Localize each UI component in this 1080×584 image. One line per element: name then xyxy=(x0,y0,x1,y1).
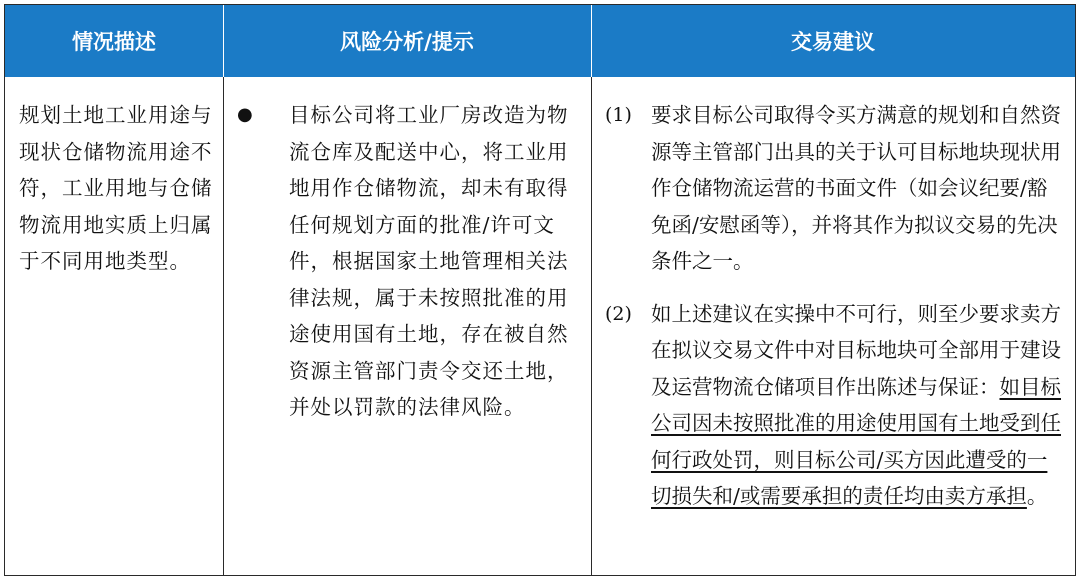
advice-item-2 xyxy=(605,296,1065,515)
header-situation: 情况描述 xyxy=(72,30,156,54)
advice-cell xyxy=(605,97,1065,515)
column-divider xyxy=(223,5,224,575)
advice-underlined-text: 如目标公司因未按照批准的用途使用国有土地受到任何行政处罚，则目标公司/买方因此遭受的一切损失和/或需要承担的责任均由卖方承担 xyxy=(651,374,1061,508)
advice-item-end: 。 xyxy=(1026,484,1048,508)
advice-item-text: 要求目标公司取得令买方满意的规划和自然资源等主管部门出具的关于认可目标地块现状用作仓储物流运营的书面文件（如会议纪要/豁免函/安慰函等），并将其作为拟议交易的先决条件之一。 xyxy=(651,103,1061,273)
situation-cell: 规划土地工业用途与现状仓储物流用途不符，工业用地与仓储物流用地实质上归属于不同用地类型。 xyxy=(19,103,213,273)
header-risk: 风险分析/提示 xyxy=(340,30,474,54)
table-header xyxy=(5,5,1075,77)
bullet-icon: ● xyxy=(237,104,253,125)
advice-item-text: 如上述建议在实操中不可行，则至少要求卖方在拟议交易文件中对目标地块可全部用于建设及运营物流仓储项目作出陈述与保证： xyxy=(651,301,1061,399)
header-divider xyxy=(591,5,592,77)
risk-table xyxy=(4,4,1076,576)
advice-item-number: (2) xyxy=(605,302,632,325)
risk-text: 目标公司将工业厂房改造为物流仓库及配送中心，将工业用地用作仓储物流，却未有取得任何规划方面的批准/许可文件，根据国家土地管理相关法律法规，属于未按照批准的用途使用国有土地，存在被自然资源主管部门责令交还土地，并处以罚款的法律风险。 xyxy=(289,103,569,419)
advice-item-number: (1) xyxy=(605,104,632,126)
header-advice: 交易建议 xyxy=(791,30,875,54)
column-divider xyxy=(591,5,592,575)
header-divider xyxy=(223,5,224,77)
advice-item-1 xyxy=(605,97,1065,280)
